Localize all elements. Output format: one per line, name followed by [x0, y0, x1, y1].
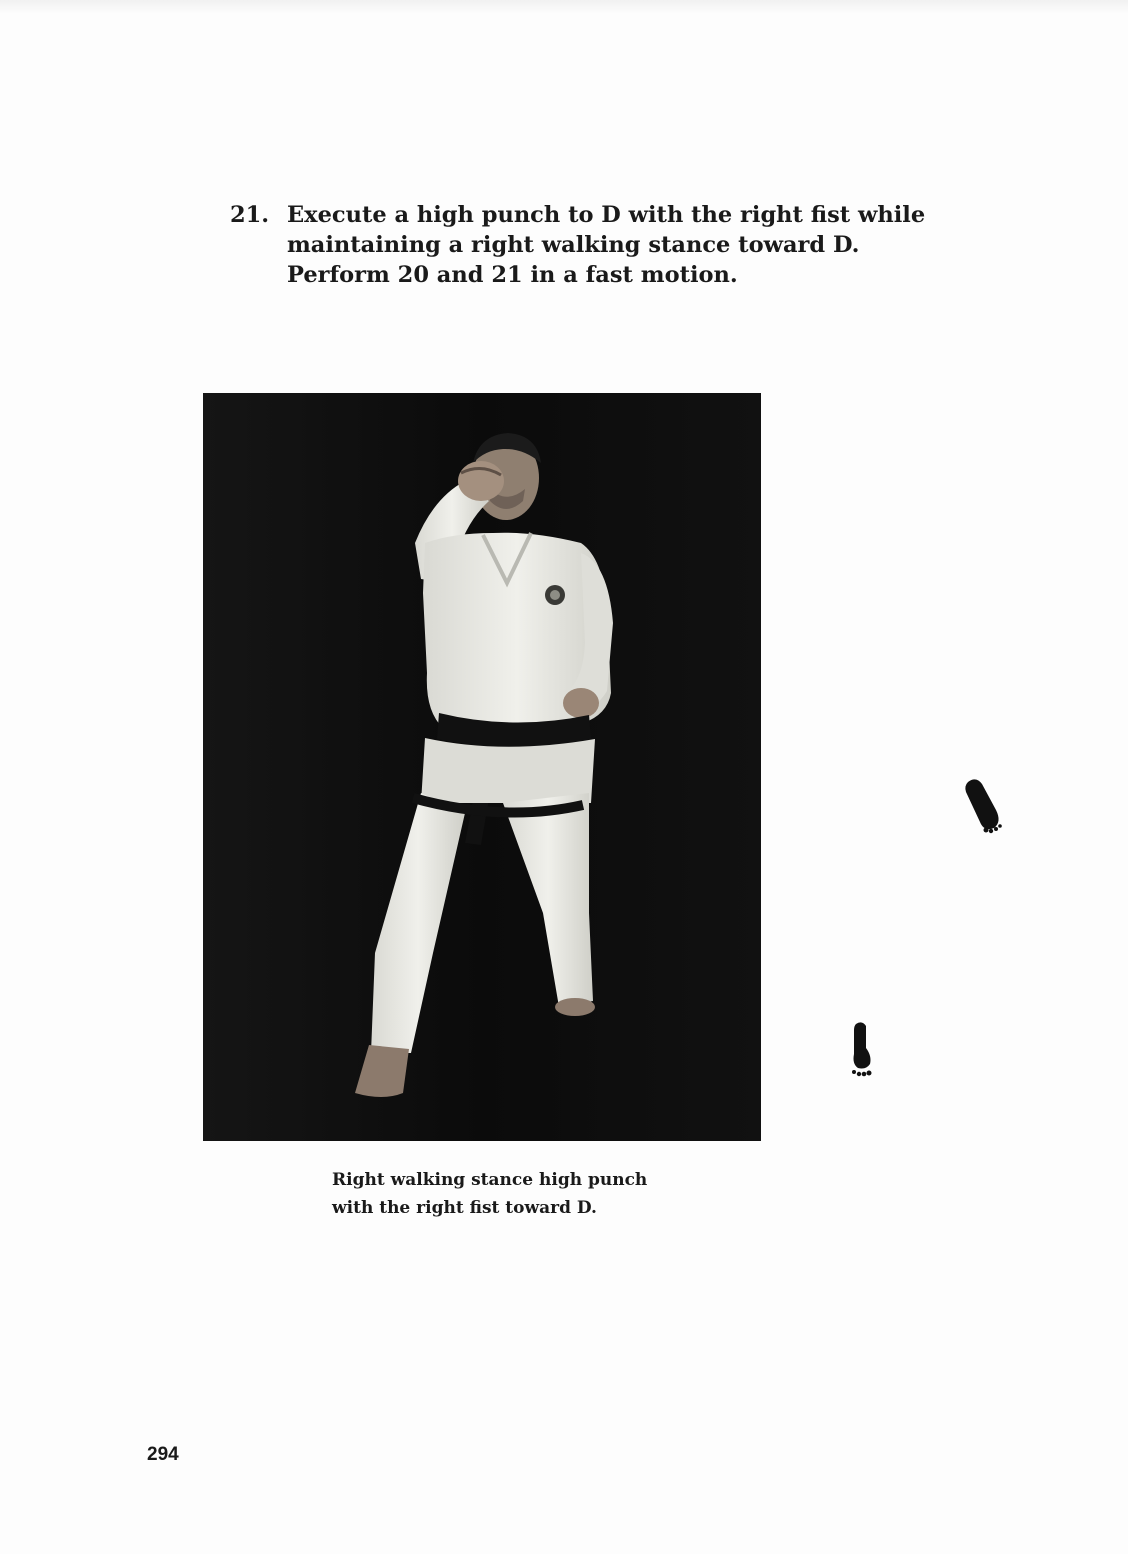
scan-edge	[0, 0, 1128, 14]
technique-photo-illustration	[203, 393, 761, 1141]
left-foot-icon	[962, 776, 1006, 834]
step-number: 21.	[230, 202, 270, 228]
page-number: 294	[147, 1444, 179, 1465]
caption-line-1: Right walking stance high punch	[332, 1170, 648, 1190]
step-text	[287, 200, 927, 290]
caption-line-2: with the right fist toward D.	[332, 1198, 597, 1218]
step-line-2: maintaining a right walking stance toward D.	[287, 232, 860, 258]
step-line-1: Execute a high punch to D with the right fist while	[287, 202, 926, 228]
photo-caption	[332, 1166, 692, 1222]
front-foot	[555, 998, 595, 1016]
step-line-3: Perform 20 and 21 in a fast motion.	[287, 262, 738, 288]
gi-pants	[421, 738, 595, 803]
left-fist	[563, 688, 599, 718]
technique-photo	[203, 393, 761, 1141]
right-foot-icon	[846, 1020, 878, 1078]
